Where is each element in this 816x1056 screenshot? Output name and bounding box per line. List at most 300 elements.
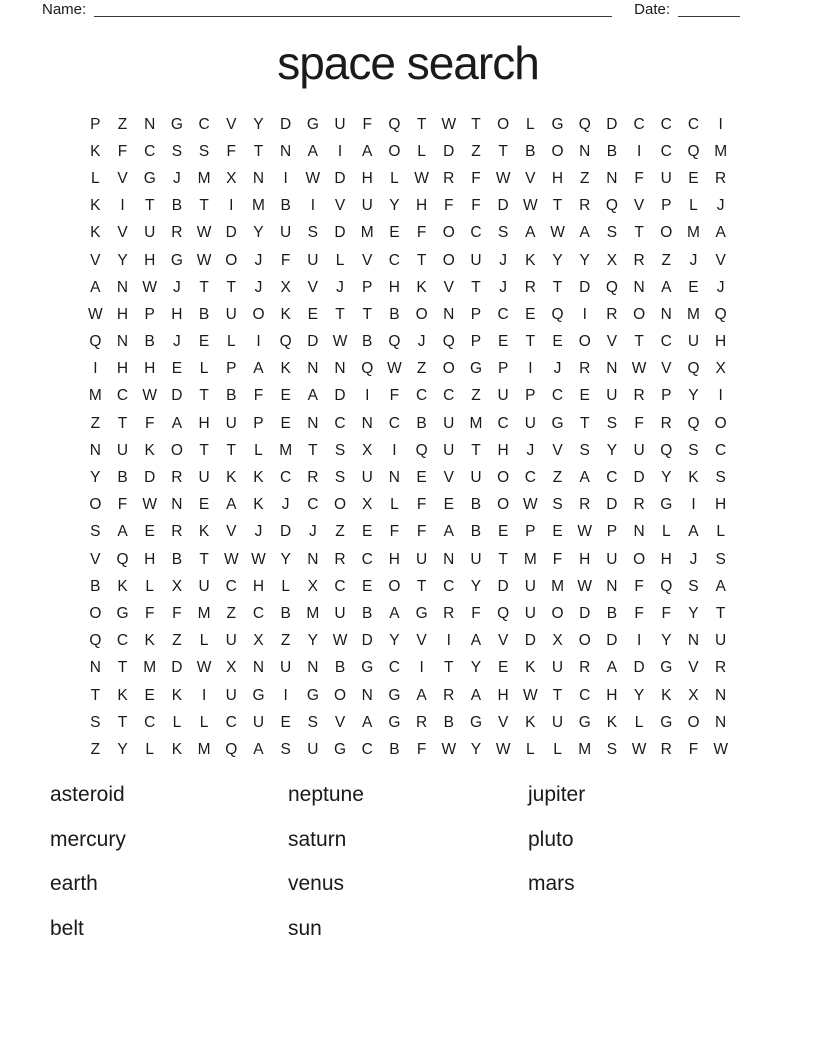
grid-cell: J — [499, 251, 508, 269]
grid-cell: W — [523, 496, 538, 514]
grid-cell: N — [116, 333, 129, 351]
grid-cell: C — [579, 686, 591, 704]
grid-cell: K — [171, 686, 183, 704]
grid-cell: V — [443, 278, 454, 296]
grid-cell: N — [606, 169, 618, 187]
grid-cell: G — [469, 360, 482, 378]
grid-cell: Y — [688, 604, 699, 622]
grid-cell: B — [226, 387, 237, 405]
grid-cell: D — [280, 115, 292, 133]
grid-cell: K — [117, 577, 128, 595]
grid-cell: L — [417, 142, 426, 160]
grid-cell: L — [226, 333, 236, 351]
grid-cell: P — [606, 523, 618, 541]
grid-cell: L — [281, 577, 290, 595]
grid-cell: U — [252, 713, 265, 731]
grid-cell: B — [416, 414, 427, 432]
grid-cell: F — [280, 251, 291, 269]
grid-cell: N — [633, 278, 645, 296]
grid-cell: T — [416, 251, 427, 269]
grid-cell: U — [606, 387, 618, 405]
grid-cell: C — [606, 469, 618, 487]
grid-cell: D — [606, 632, 618, 650]
grid-cell: Y — [307, 632, 319, 650]
grid-cell: Z — [280, 632, 291, 650]
grid-cell: N — [307, 659, 319, 677]
grid-cell: E — [497, 659, 509, 677]
grid-cell: I — [691, 496, 696, 514]
grid-cell: N — [633, 523, 645, 541]
grid-cell: M — [714, 142, 728, 160]
grid-cell: C — [334, 577, 346, 595]
grid-cell: F — [117, 142, 128, 160]
grid-cell: H — [116, 305, 129, 323]
grid-cell: G — [415, 604, 428, 622]
grid-cell: N — [388, 469, 400, 487]
word-list-item: belt — [50, 916, 84, 940]
grid-cell: V — [90, 251, 101, 269]
grid-cell: S — [90, 523, 101, 541]
grid-cell: H — [171, 305, 183, 323]
grid-cell: D — [171, 659, 183, 677]
grid-cell: Z — [471, 387, 481, 405]
grid-cell: Q — [605, 278, 618, 296]
word-list-item: sun — [288, 916, 322, 940]
grid-cell: Y — [552, 251, 563, 269]
grid-cell: U — [660, 169, 672, 187]
grid-cell: A — [90, 278, 101, 296]
grid-cell: R — [443, 686, 455, 704]
grid-cell: D — [171, 387, 183, 405]
grid-cell: Z — [579, 169, 590, 187]
grid-cell: W — [251, 550, 266, 568]
grid-cell: Z — [172, 632, 182, 650]
grid-cell: H — [606, 686, 618, 704]
grid-cell: V — [661, 360, 672, 378]
grid-cell: J — [254, 523, 263, 541]
grid-cell: C — [388, 414, 400, 432]
grid-cell: W — [495, 169, 511, 187]
grid-cell: R — [524, 278, 536, 296]
grid-cell: Q — [660, 577, 673, 595]
grid-cell: G — [660, 496, 673, 514]
grid-cell: G — [551, 414, 564, 432]
grid-cell: D — [633, 469, 645, 487]
grid-cell: V — [117, 224, 128, 242]
grid-cell: F — [416, 523, 427, 541]
grid-cell: Q — [714, 305, 727, 323]
grid-cell: F — [362, 115, 372, 133]
grid-cell: C — [116, 632, 129, 650]
grid-cell: D — [225, 224, 237, 242]
grid-cell: R — [415, 713, 428, 731]
grid-cell: F — [471, 604, 481, 622]
grid-cell: R — [660, 414, 672, 432]
grid-cell: K — [171, 740, 183, 758]
grid-cell: W — [577, 523, 593, 541]
grid-cell: N — [307, 360, 319, 378]
grid-cell: Z — [90, 740, 101, 758]
grid-cell: C — [633, 115, 645, 133]
grid-cell: C — [388, 659, 400, 677]
grid-cell: J — [417, 333, 426, 351]
grid-cell: X — [606, 251, 618, 269]
grid-cell: C — [225, 577, 237, 595]
grid-cell: N — [307, 414, 319, 432]
grid-cell: F — [416, 224, 427, 242]
grid-cell: T — [226, 441, 237, 459]
grid-cell: F — [416, 740, 427, 758]
grid-cell: Y — [117, 251, 128, 269]
grid-cell: U — [225, 686, 237, 704]
grid-cell: Z — [117, 115, 128, 133]
grid-cell: O — [252, 305, 265, 323]
grid-cell: V — [334, 197, 346, 215]
grid-cell: O — [442, 251, 455, 269]
grid-cell: R — [633, 387, 645, 405]
grid-cell: U — [497, 387, 509, 405]
grid-cell: E — [144, 523, 155, 541]
grid-cell: T — [199, 550, 209, 568]
grid-cell: J — [499, 278, 508, 296]
grid-cell: K — [90, 224, 101, 242]
word-list-column — [288, 773, 528, 951]
grid-cell: W — [196, 251, 212, 269]
grid-cell: I — [93, 360, 98, 378]
grid-cell: L — [634, 713, 644, 731]
grid-cell: M — [88, 387, 102, 405]
grid-cell: C — [660, 333, 672, 351]
grid-cell: F — [471, 197, 481, 215]
grid-cell: B — [606, 604, 618, 622]
grid-cell: Y — [389, 197, 400, 215]
grid-cell: Q — [497, 604, 510, 622]
grid-cell: R — [633, 496, 645, 514]
grid-cell: C — [687, 115, 700, 133]
grid-cell: N — [144, 115, 156, 133]
grid-cell: U — [334, 115, 346, 133]
grid-cell: G — [306, 115, 319, 133]
grid-cell: N — [361, 686, 373, 704]
grid-cell: F — [416, 496, 427, 514]
grid-cell: J — [173, 278, 181, 296]
grid-cell: B — [362, 604, 373, 622]
grid-cell: Q — [578, 115, 591, 133]
grid-cell: W — [88, 305, 103, 323]
grid-cell: I — [718, 387, 723, 405]
grid-cell: U — [307, 740, 319, 758]
grid-cell: A — [389, 604, 400, 622]
grid-cell: U — [524, 604, 536, 622]
grid-cell: J — [689, 251, 698, 269]
grid-cell: U — [551, 713, 564, 731]
grid-cell: W — [305, 169, 321, 187]
grid-cell: V — [226, 523, 237, 541]
grid-cell: O — [687, 713, 700, 731]
grid-cell: M — [523, 550, 537, 568]
grid-cell: T — [199, 387, 209, 405]
grid-cell: F — [634, 414, 644, 432]
grid-cell: D — [606, 115, 618, 133]
grid-cell: E — [280, 414, 291, 432]
grid-cell: Z — [552, 469, 563, 487]
grid-cell: G — [660, 713, 673, 731]
grid-cell: A — [171, 414, 183, 432]
grid-cell: U — [687, 333, 700, 351]
grid-cell: J — [254, 278, 263, 296]
grid-cell: O — [497, 469, 510, 487]
grid-cell: X — [226, 169, 237, 187]
grid-cell: M — [252, 197, 265, 215]
grid-cell: T — [634, 333, 644, 351]
grid-cell: Y — [661, 469, 672, 487]
grid-cell: V — [552, 441, 563, 459]
grid-cell: P — [144, 305, 155, 323]
grid-cell: C — [144, 713, 156, 731]
grid-cell: D — [443, 142, 455, 160]
grid-cell: N — [171, 496, 183, 514]
grid-cell: T — [117, 659, 128, 677]
grid-cell: Q — [442, 333, 455, 351]
grid-cell: W — [142, 387, 158, 405]
grid-cell: W — [196, 659, 212, 677]
grid-cell: S — [606, 740, 618, 758]
grid-cell: Y — [253, 115, 264, 133]
grid-cell: X — [362, 441, 373, 459]
grid-cell: N — [443, 550, 455, 568]
grid-cell: N — [715, 713, 727, 731]
grid-cell: C — [334, 414, 346, 432]
grid-cell: H — [361, 169, 373, 187]
grid-cell: L — [390, 169, 399, 187]
grid-cell: T — [308, 441, 318, 459]
grid-cell: I — [718, 115, 723, 133]
grid-cell: D — [280, 523, 292, 541]
grid-cell: X — [715, 360, 726, 378]
grid-cell: I — [392, 441, 397, 459]
grid-cell: D — [361, 632, 373, 650]
grid-cell: O — [89, 604, 102, 622]
grid-cell: D — [307, 333, 319, 351]
grid-cell: H — [252, 577, 265, 595]
grid-cell: L — [526, 740, 535, 758]
grid-cell: F — [144, 414, 155, 432]
grid-cell: U — [551, 659, 564, 677]
grid-cell: K — [144, 632, 155, 650]
grid-cell: V — [497, 713, 509, 731]
grid-cell: Z — [226, 604, 237, 622]
grid-cell: W — [332, 333, 348, 351]
grid-cell: B — [362, 333, 373, 351]
grid-cell: I — [120, 197, 125, 215]
word-list-item: saturn — [288, 827, 347, 851]
grid-cell: U — [307, 251, 319, 269]
grid-cell: P — [470, 333, 482, 351]
grid-cell: C — [307, 496, 319, 514]
page-title: space search — [277, 37, 539, 89]
grid-cell: K — [280, 305, 291, 323]
grid-cell: C — [252, 604, 265, 622]
grid-cell: F — [253, 387, 264, 405]
name-label: Name: — [42, 1, 87, 18]
grid-cell: U — [198, 469, 210, 487]
grid-cell: V — [606, 333, 618, 351]
grid-cell: U — [334, 604, 346, 622]
grid-cell: S — [171, 142, 183, 160]
grid-cell: N — [443, 305, 455, 323]
grid-cell: T — [416, 577, 427, 595]
grid-cell: B — [171, 550, 183, 568]
grid-cell: L — [335, 251, 345, 269]
grid-cell: S — [688, 577, 699, 595]
grid-cell: F — [634, 577, 644, 595]
grid-cell: C — [280, 469, 292, 487]
grid-cell: Y — [389, 632, 400, 650]
grid-cell: P — [90, 115, 101, 133]
grid-cell: T — [335, 305, 345, 323]
grid-cell: G — [660, 659, 673, 677]
grid-cell: O — [578, 333, 591, 351]
grid-cell: N — [606, 577, 618, 595]
grid-cell: B — [525, 142, 536, 160]
grid-cell: O — [388, 142, 401, 160]
grid-cell: B — [470, 496, 482, 514]
grid-cell: M — [197, 740, 211, 758]
grid-cell: I — [337, 142, 343, 160]
grid-cell: Q — [116, 550, 129, 568]
grid-cell: T — [471, 278, 481, 296]
grid-cell: E — [144, 686, 155, 704]
grid-cell: A — [253, 360, 264, 378]
word-list-item: mars — [528, 872, 575, 895]
grid-cell: T — [498, 550, 508, 568]
grid-cell: T — [199, 278, 209, 296]
grid-cell: A — [579, 469, 590, 487]
word-list-item: neptune — [288, 783, 364, 806]
grid-cell: Q — [89, 333, 102, 351]
grid-cell: H — [388, 550, 400, 568]
grid-cell: J — [689, 550, 698, 568]
grid-cell: C — [715, 441, 727, 459]
grid-cell: U — [524, 577, 536, 595]
grid-cell: U — [470, 550, 482, 568]
grid-cell: I — [446, 632, 451, 650]
grid-cell: Y — [470, 659, 482, 677]
grid-cell: P — [661, 387, 672, 405]
grid-cell: N — [89, 659, 101, 677]
grid-cell: P — [525, 387, 536, 405]
grid-cell: G — [361, 659, 374, 677]
grid-cell: A — [470, 686, 482, 704]
grid-cell: P — [497, 360, 509, 378]
grid-cell: Y — [90, 469, 101, 487]
grid-cell: A — [226, 496, 237, 514]
grid-cell: Y — [606, 441, 618, 459]
grid-cell: F — [552, 550, 563, 568]
grid-cell: E — [280, 713, 291, 731]
grid-cell: Y — [470, 740, 482, 758]
grid-cell: Q — [415, 441, 428, 459]
grid-cell: S — [552, 496, 563, 514]
grid-cell: T — [226, 278, 237, 296]
grid-cell: E — [688, 278, 699, 296]
grid-cell: O — [633, 305, 646, 323]
grid-cell: Y — [579, 251, 590, 269]
grid-cell: W — [142, 496, 158, 514]
grid-cell: B — [470, 523, 482, 541]
grid-cell: T — [199, 197, 209, 215]
word-list — [50, 773, 816, 951]
grid-cell: R — [660, 740, 672, 758]
grid-cell: G — [116, 604, 129, 622]
grid-cell: J — [553, 360, 562, 378]
grid-cell: B — [198, 305, 210, 323]
grid-cell: W — [142, 278, 158, 296]
grid-cell: A — [661, 278, 672, 296]
grid-cell: A — [307, 142, 319, 160]
grid-cell: W — [387, 360, 402, 378]
grid-cell: Z — [661, 251, 672, 269]
grid-cell: A — [688, 523, 699, 541]
grid-cell: T — [362, 305, 372, 323]
grid-cell: A — [362, 713, 373, 731]
grid-cell: Q — [279, 333, 292, 351]
grid-cell: M — [687, 224, 700, 242]
grid-cell: D — [334, 387, 346, 405]
grid-cell: T — [117, 713, 128, 731]
grid-cell: U — [280, 659, 292, 677]
grid-cell: R — [171, 469, 183, 487]
grid-cell: M — [578, 740, 592, 758]
grid-cell: T — [471, 115, 481, 133]
grid-cell: D — [144, 469, 156, 487]
grid-cell: I — [636, 142, 642, 160]
grid-cell: O — [551, 142, 564, 160]
grid-cell: U — [361, 197, 373, 215]
grid-cell: I — [229, 197, 234, 215]
grid-cell: C — [497, 414, 509, 432]
grid-cell: K — [117, 686, 128, 704]
grid-cell: N — [715, 686, 727, 704]
grid-cell: Y — [253, 224, 264, 242]
grid-cell: M — [306, 604, 320, 622]
grid-cell: U — [225, 305, 237, 323]
grid-cell: X — [171, 577, 183, 595]
grid-cell: F — [661, 604, 672, 622]
grid-cell: X — [226, 659, 237, 677]
grid-cell: H — [660, 550, 672, 568]
grid-cell: L — [526, 115, 535, 133]
grid-cell: K — [253, 469, 264, 487]
grid-cell: W — [550, 224, 565, 242]
word-list-item: mercury — [50, 827, 126, 851]
grid-cell: U — [524, 414, 536, 432]
grid-cell: L — [172, 713, 182, 731]
grid-cell: R — [579, 496, 591, 514]
word-search-grid — [82, 111, 735, 764]
grid-cell: B — [144, 333, 155, 351]
grid-cell: F — [172, 604, 182, 622]
grid-cell: C — [361, 550, 373, 568]
grid-cell: W — [631, 360, 647, 378]
grid-cell: P — [661, 197, 672, 215]
grid-cell: E — [497, 523, 509, 541]
grid-cell: D — [497, 577, 509, 595]
grid-cell: E — [198, 333, 210, 351]
grid-cell: K — [606, 713, 618, 731]
grid-cell: S — [579, 441, 590, 459]
grid-cell: U — [116, 441, 129, 459]
